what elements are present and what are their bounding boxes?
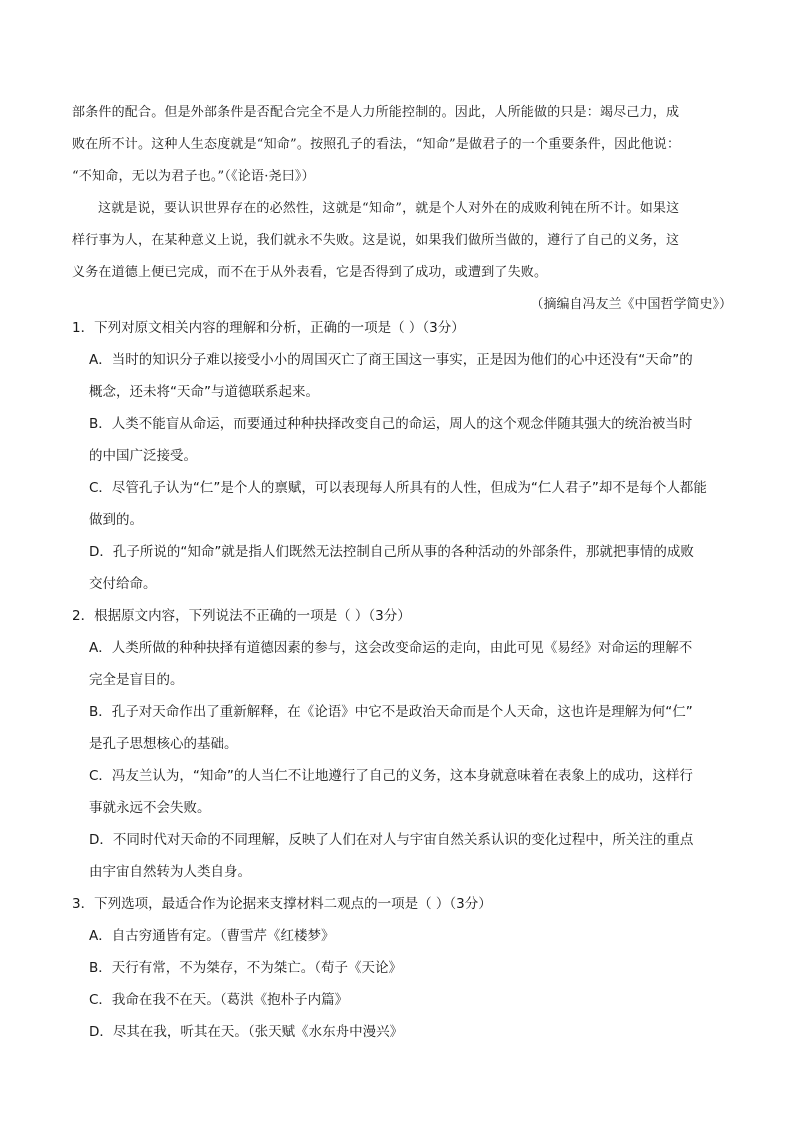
option-text: A．人类所做的种种抉择有道德因素的参与，这会改变命运的走向，由此可见《易经》对命运的理解不: [89, 640, 693, 656]
option-b[interactable]: [72, 408, 732, 472]
question-stem: 3．下列选项，最适合作为论据来支撑材料二观点的一项是（ ）（3分）: [72, 896, 492, 912]
option-text-continued: 是孔子思想核心的基础。: [89, 736, 238, 752]
passage-line: 败在所不计。这种人生态度就是“知命”。按照孔子的看法，“知命”是做君子的一个重要条件，因此他说：: [72, 137, 681, 152]
reading-passage: [72, 97, 732, 321]
option-text-continued: 交付给命。: [89, 576, 157, 592]
passage-line: 样行事为人，在某种意义上说，我们就永不失败。这是说，如果我们做所当做的，遵行了自己的义务，这: [72, 233, 680, 248]
option-text: B．人类不能盲从命运，而要通过种种抉择改变自己的命运，周人的这个观念伴随其强大的统治被当时: [89, 416, 693, 432]
question-1: [72, 312, 732, 600]
passage-line: 义务在道德上便已完成，而不在于从外表看，它是否得到了成功，或遭到了失败。: [72, 265, 548, 280]
option-text: C．尽管孔子认为“仁”是个人的禀赋，可以表现每人所具有的人性，但成为“仁人君子”却不是每个人都能: [89, 480, 707, 496]
option-a[interactable]: A．自古穷通皆有定。（曹雪芹《红楼梦》: [89, 928, 335, 944]
option-text: C．冯友兰认为，“知命”的人当仁不让地遵行了自己的义务，这本身就意味着在表象上的成功，这样行: [89, 768, 693, 784]
question-stem: 2．根据原文内容，下列说法不正确的一项是（ ）（3分）: [72, 608, 411, 624]
option-c[interactable]: [72, 760, 732, 824]
option-c[interactable]: C．我命在我不在天。（葛洪《抱朴子内篇》: [89, 992, 349, 1008]
option-text: A．当时的知识分子难以接受小小的周国灭亡了商王国这一事实，正是因为他们的心中还没有“天命”的: [89, 352, 693, 368]
option-d[interactable]: [72, 824, 732, 888]
question-2: [72, 600, 732, 888]
question-3: [72, 888, 732, 1048]
option-text-continued: 做到的。: [89, 512, 143, 528]
question-stem: 1．下列对原文相关内容的理解和分析，正确的一项是（ ）（3分）: [72, 320, 465, 336]
option-text: B．孔子对天命作出了重新解释，在《论语》中它不是政治天命而是个人天命，这也许是理解为何“仁”: [89, 704, 693, 720]
option-d[interactable]: D．尽其在我，听其在天。（张天赋《水东舟中漫兴》: [89, 1024, 404, 1040]
passage-source: （摘编自冯友兰《中国哲学简史》）: [530, 297, 732, 312]
passage-line: 部条件的配合。但是外部条件是否配合完全不是人力所能控制的。因此，人所能做的只是：竭尽己力，成: [72, 105, 680, 120]
option-text-continued: 由宇宙自然转为人类自身。: [89, 864, 251, 880]
passage-line: 这就是说，要认识世界存在的必然性，这就是“知命”，就是个人对外在的成败利钝在所不计。如果这: [98, 201, 680, 216]
question-list: [72, 312, 732, 1048]
passage-line: “不知命，无以为君子也。”（《论语·尧曰》）: [72, 169, 315, 184]
option-c[interactable]: [72, 472, 732, 536]
option-a[interactable]: [72, 632, 732, 696]
option-text: D．孔子所说的“知命”就是指人们既然无法控制自己所从事的各种活动的外部条件，那就把事情的成败: [89, 544, 694, 560]
option-d[interactable]: [72, 536, 732, 600]
option-a[interactable]: [72, 344, 732, 408]
option-b[interactable]: [72, 696, 732, 760]
option-text-continued: 概念，还未将“天命”与道德联系起来。: [89, 384, 319, 400]
option-text-continued: 的中国广泛接受。: [89, 448, 197, 464]
option-text-continued: 事就永远不会失败。: [89, 800, 211, 816]
option-text: D．不同时代对天命的不同理解，反映了人们在对人与宇宙自然关系认识的变化过程中，所关注的重点: [89, 832, 694, 848]
option-b[interactable]: B．天行有常，不为桀存，不为桀亡。（荀子《天论》: [89, 960, 403, 976]
option-text-continued: 完全是盲目的。: [89, 672, 184, 688]
